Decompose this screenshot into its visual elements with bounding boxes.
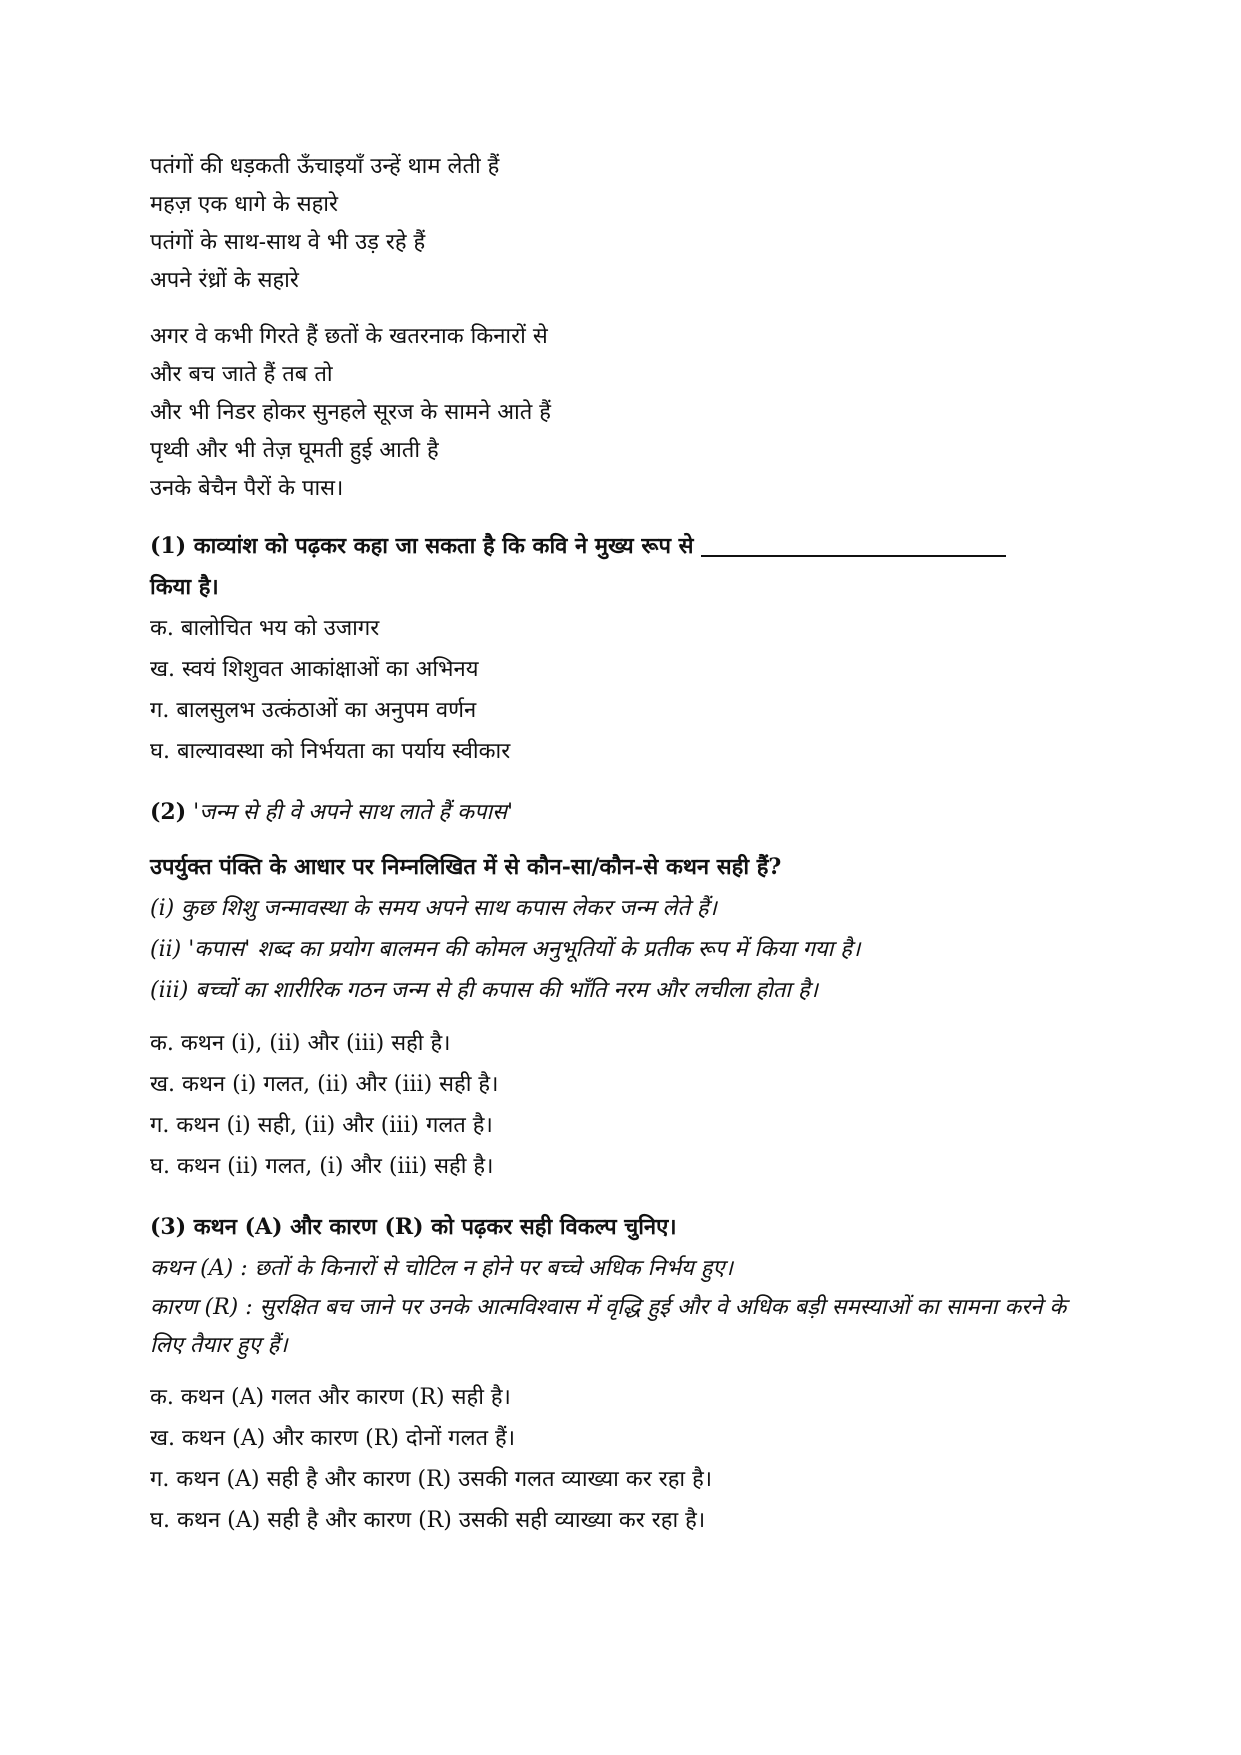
assertion: कथन (A) : छतों के किनारों से चोटिल न होने पर बच्चे अधिक निर्भय हुए।	[150, 1256, 733, 1281]
question-3-prompt: (3) कथन (A) और कारण (R) को पढ़कर सही विकल्प चुनिए।	[150, 1214, 677, 1240]
poem-line: पृथ्वी और भी तेज़ घूमती हुई आती है	[150, 438, 439, 463]
document-page	[150, 148, 1100, 1541]
option-gha: घ. कथन (A) सही है और कारण (R) उसकी सही व्याख्या कर रहा है।	[150, 1508, 706, 1533]
poem-line: महज़ एक धागे के सहारे	[150, 192, 338, 217]
option-ga: ग. कथन (A) सही है और कारण (R) उसकी गलत व्याख्या कर रहा है।	[150, 1467, 713, 1492]
question-2-prompt: उपर्युक्त पंक्ति के आधार पर निम्नलिखित में से कौन-सा/कौन-से कथन सही हैं?	[150, 854, 782, 880]
question-2-number: (2)	[150, 799, 187, 825]
poem-stanza-1	[150, 148, 1100, 300]
statement-i: (i) कुछ शिशु जन्मावस्था के समय अपने साथ कपास लेकर जन्म लेते हैं।	[150, 896, 717, 921]
option-ka: क. कथन (i), (ii) और (iii) सही है।	[150, 1031, 451, 1056]
question-2	[150, 792, 1100, 1187]
question-1-prompt	[150, 526, 1100, 567]
spacer	[150, 772, 1100, 792]
poem-line: अपने रंध्रों के सहारे	[150, 268, 299, 293]
question-2-quote: 'जन्म से ही वे अपने साथ लाते हैं कपास'	[193, 800, 514, 825]
answer-blank	[701, 555, 1006, 557]
option-ga: ग. कथन (i) सही, (ii) और (iii) गलत है।	[150, 1113, 493, 1138]
question-3	[150, 1207, 1100, 1541]
option-ga: ग. बालसुलभ उत्कंठाओं का अनुपम वर्णन	[150, 698, 477, 723]
question-1	[150, 526, 1100, 772]
statement-iii: (iii) बच्चों का शारीरिक गठन जन्म से ही कपास की भाँति नरम और लचीला होता है।	[150, 978, 819, 1003]
spacer	[150, 1187, 1100, 1207]
poem-line: अगर वे कभी गिरते हैं छतों के खतरनाक किनारों से	[150, 324, 548, 349]
poem-line: और बच जाते हैं तब तो	[150, 362, 333, 387]
question-1-prompt-end: किया है।	[150, 574, 219, 600]
question-2-quote-line	[150, 792, 1100, 833]
option-kha: ख. स्वयं शिशुवत आकांक्षाओं का अभिनय	[150, 657, 479, 682]
poem-line: और भी निडर होकर सुनहले सूरज के सामने आते हैं	[150, 400, 551, 425]
option-ka: क. बालोचित भय को उजागर	[150, 616, 380, 641]
option-kha: ख. कथन (A) और कारण (R) दोनों गलत हैं।	[150, 1426, 516, 1451]
option-kha: ख. कथन (i) गलत, (ii) और (iii) सही है।	[150, 1072, 499, 1097]
option-gha: घ. बाल्यावस्था को निर्भयता का पर्याय स्वीकार	[150, 739, 511, 764]
spacer	[150, 1365, 1100, 1377]
poem-line: पतंगों के साथ-साथ वे भी उड़ रहे हैं	[150, 230, 426, 255]
reason: कारण (R) : सुरक्षित बच जाने पर उनके आत्मविश्वास में वृद्धि हुई और वे अधिक बड़ी समस्याओं का सामना करने के लिए तैयार हुए हैं।	[150, 1295, 1067, 1358]
option-ka: क. कथन (A) गलत और कारण (R) सही है।	[150, 1385, 511, 1410]
option-gha: घ. कथन (ii) गलत, (i) और (iii) सही है।	[150, 1154, 494, 1179]
poem-line: पतंगों की धड़कती ऊँचाइयाँ उन्हें थाम लेती हैं	[150, 154, 500, 179]
statement-ii: (ii) 'कपास' शब्द का प्रयोग बालमन की कोमल अनुभूतियों के प्रतीक रूप में किया गया है।	[150, 937, 861, 962]
poem-line: उनके बेचैन पैरों के पास।	[150, 476, 344, 501]
spacer	[150, 1011, 1100, 1023]
poem-stanza-2	[150, 318, 1100, 508]
question-1-prompt-text: (1) काव्यांश को पढ़कर कहा जा सकता है कि कवि ने मुख्य रूप से	[150, 533, 694, 559]
